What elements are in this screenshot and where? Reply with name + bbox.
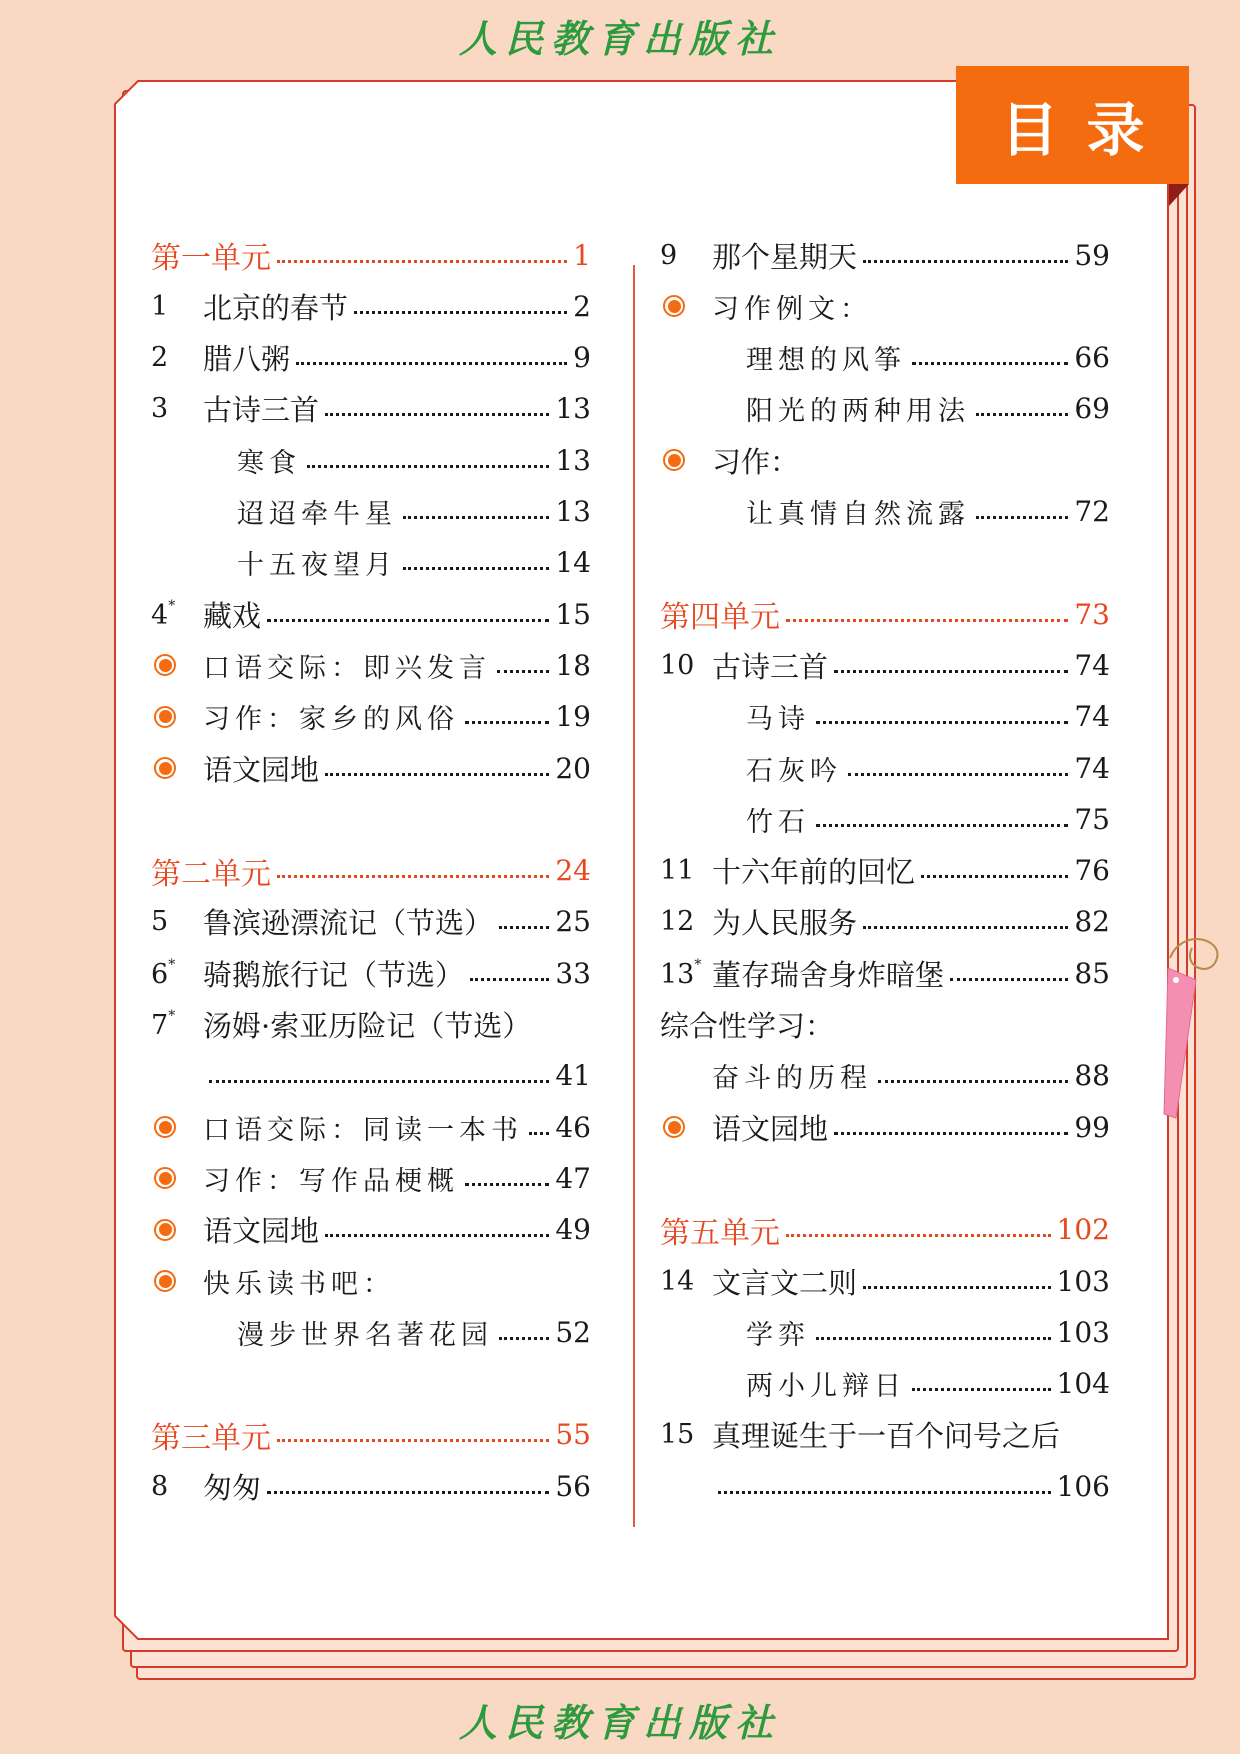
page-number: 66 [1074,341,1110,375]
leader-dots [465,1183,549,1186]
leader-dots [403,567,549,570]
entry-title: 第五单元 [660,1215,780,1251]
entry-title: 让真情自然流露 [746,499,970,530]
toc-entry [151,1256,591,1306]
toc-entry [151,1307,591,1357]
page-number: 76 [1074,854,1110,888]
entry-title: 综合性学习： [660,1009,835,1043]
bullet-circle-icon [154,1116,176,1138]
leader-dots [834,670,1068,673]
lesson-number: 13* [660,956,702,990]
publisher-footer: 人民教育出版社 [458,1700,781,1745]
page-number: 13 [555,392,591,426]
entry-title: 理想的风筝 [746,345,906,377]
leader-dots [976,516,1068,519]
toc-entry [660,1256,1110,1306]
page-number: 1 [573,238,591,272]
toc-entry [660,846,1110,896]
bullet-circle-icon [663,295,685,317]
page-number: 106 [1056,1469,1110,1503]
entry-title: 寒食 [237,447,301,479]
page-number: 99 [1074,1110,1110,1144]
page-number: 19 [555,700,591,734]
page-number: 24 [555,854,591,888]
leader-dots [354,311,567,314]
page-number: 15 [555,597,591,631]
entry-title: 习作：写作品梗概 [203,1165,459,1197]
leader-dots [912,1388,1051,1391]
leader-dots [912,362,1068,365]
toc-entry [151,487,591,537]
leader-dots [267,1491,549,1494]
page-number: 73 [1074,597,1110,631]
bullet-circle-icon [663,449,685,471]
entry-title: 阳光的两种用法 [746,396,970,428]
bullet-circle-icon [154,1167,176,1189]
entry-title: 口语交际：即兴发言 [203,652,491,684]
entry-title: 第一单元 [151,241,271,276]
toc-entry [151,435,591,485]
toc-entry [151,333,591,383]
entry-title: 汤姆·索亚历险记（节选） [203,1009,532,1043]
entry-title: 快乐读书吧： [203,1268,395,1300]
page-number: 82 [1074,905,1110,939]
page-number: 88 [1074,1059,1110,1093]
toc-entry [151,948,591,998]
section-bullet [660,1116,712,1138]
toc-entry [151,1461,591,1511]
tab-fold [1169,184,1189,206]
lesson-number: 1 [151,290,169,322]
page-number: 25 [555,905,591,939]
entry-title: 古诗三首 [712,649,829,684]
entry-title: 奋斗的历程 [712,1063,872,1095]
page-number: 47 [555,1161,591,1195]
entry-title: 为人民服务 [712,906,858,941]
page-number: 103 [1056,1264,1110,1298]
section-bullet [151,1116,203,1138]
toc-entry [660,1102,1110,1152]
lesson-number: 6* [151,956,176,990]
leader-dots [718,1491,1051,1494]
toc-entry [660,1307,1110,1357]
entry-title: 骑鹅旅行记（节选） [203,957,465,992]
toc-entry [151,384,591,434]
lesson-number: 5 [151,906,169,938]
leader-dots [816,1337,1051,1340]
page-number: 75 [1074,802,1110,836]
leader-dots [465,721,549,724]
page-number: 49 [555,1213,591,1247]
toc-entry [151,743,591,793]
leader-dots [325,413,549,416]
leader-dots [921,875,1068,878]
entry-title: 真理诞生于一百个问号之后 [712,1419,1061,1454]
toc-entry [151,538,591,588]
bullet-circle-icon [154,706,176,728]
leader-dots [863,926,1068,929]
entry-title: 那个星期天 [712,239,858,274]
toc-unit-heading [660,1205,1110,1255]
page-number: 103 [1056,1315,1110,1349]
leader-dots [209,1080,549,1083]
entry-title: 口语交际：同读一本书 [203,1114,523,1146]
lesson-number: 15 [660,1419,695,1451]
toc-title-tab: 目录 [956,66,1189,184]
page-number: 55 [555,1418,591,1452]
section-bullet [660,449,712,471]
lesson-number: 7* [151,1008,176,1041]
page-number: 102 [1056,1213,1110,1247]
page-number: 20 [555,751,591,785]
page-number: 2 [573,289,591,323]
entry-title: 学弈 [746,1319,810,1351]
section-bullet [151,1270,203,1292]
section-bullet [151,1219,203,1241]
page-number: 46 [555,1110,591,1144]
lesson-number: 14 [660,1265,695,1297]
leader-dots [878,1080,1068,1083]
lesson-number: 3 [151,393,169,425]
section-bullet [151,706,203,728]
leader-dots [976,413,1068,416]
page-number: 59 [1074,238,1110,272]
entry-title: 两小儿辩日 [746,1371,906,1403]
page-number: 74 [1074,648,1110,682]
page-number: 69 [1074,392,1110,426]
leader-dots [497,670,549,673]
toc-entry [151,589,591,639]
lesson-number: 8 [151,1470,169,1502]
toc-entry [151,640,591,690]
toc-entry [660,897,1110,947]
toc-entry [151,897,591,947]
leader-dots [403,516,549,519]
toc-entry [660,948,1110,998]
leader-dots [786,619,1068,622]
entry-title: 十五夜望月 [237,550,397,582]
leader-dots [470,978,549,981]
entry-title: 十六年前的回忆 [712,855,916,890]
page-number: 18 [555,648,591,682]
leader-dots [848,773,1068,776]
toc-unit-heading [151,1410,591,1460]
entry-title: 习作： [712,444,800,479]
page-number: 85 [1074,956,1110,990]
toc-entry [660,743,1110,793]
page-number: 33 [555,956,591,990]
entry-title: 竹石 [746,806,810,838]
toc-entry [660,1410,1110,1460]
leader-dots [834,1132,1068,1135]
toc-entry [660,692,1110,742]
toc-entry [151,1153,591,1203]
toc-entry [660,384,1110,434]
leader-dots [267,619,549,622]
page-number: 56 [555,1469,591,1503]
leader-dots [499,1337,549,1340]
bullet-circle-icon [663,1116,685,1138]
toc-entry [660,281,1110,331]
leader-dots [863,260,1068,263]
leader-dots [325,773,549,776]
toc-entry [151,692,591,742]
toc-entry [660,230,1110,280]
lesson-number: 4* [151,597,176,631]
toc-entry [151,281,591,331]
leader-dots [816,721,1068,724]
toc-unit-heading [151,846,591,896]
toc-entry [660,1359,1110,1409]
toc-entry [660,1461,1110,1511]
page-number: 74 [1074,751,1110,785]
leader-dots [786,1234,1051,1237]
section-bullet [151,654,203,676]
lesson-number: 10 [660,649,695,681]
toc-entry [151,1102,591,1152]
toc-entry [151,1000,591,1050]
lesson-number: 11 [660,855,695,887]
column-divider [633,265,635,1527]
page-number: 9 [573,341,591,375]
entry-title: 习作例文： [712,293,872,325]
leader-dots [325,1234,549,1237]
leader-dots [277,875,549,878]
entry-title: 匆匆 [203,1470,262,1505]
entry-title: 语文园地 [203,1214,320,1249]
entry-title: 漫步世界名著花园 [237,1319,493,1351]
lesson-number: 12 [660,906,695,938]
publisher-header: 人民教育出版社 [458,16,781,61]
entry-title: 北京的春节 [203,290,349,325]
page-number: 13 [555,495,591,528]
entry-title: 腊八粥 [203,342,291,377]
page-number: 52 [555,1315,591,1349]
leader-dots [499,926,549,929]
toc-entry [151,1051,591,1101]
leader-dots [296,362,567,365]
leader-dots [863,1286,1051,1289]
bullet-circle-icon [154,1219,176,1241]
bullet-circle-icon [154,757,176,779]
entry-title: 文言文二则 [712,1265,858,1300]
entry-title: 第三单元 [151,1420,271,1456]
section-bullet [151,757,203,779]
entry-title: 石灰吟 [746,755,842,787]
page-number: 72 [1074,495,1110,528]
lesson-number: 9 [660,239,678,271]
section-bullet [151,1167,203,1189]
leader-dots [816,824,1068,827]
page-number: 13 [555,443,591,477]
bullet-circle-icon [154,1270,176,1292]
section-bullet [660,295,712,317]
leader-dots [529,1132,549,1135]
toc-entry [660,794,1110,844]
entry-title: 第二单元 [151,856,271,892]
leader-dots [277,1439,549,1442]
entry-title: 迢迢牵牛星 [237,499,397,530]
entry-title: 藏戏 [203,598,262,633]
toc-entry [151,1205,591,1255]
bookmark-tag-icon [1162,928,1232,1128]
bullet-circle-icon [154,654,176,676]
entry-title: 鲁滨逊漂流记（节选） [203,906,494,941]
leader-dots [307,465,549,468]
lesson-number: 2 [151,342,169,374]
entry-title: 董存瑞舍身炸暗堡 [712,957,945,992]
entry-title: 古诗三首 [203,393,320,428]
entry-title: 马诗 [746,704,810,736]
page-number: 41 [555,1059,591,1093]
leader-dots [277,260,567,263]
entry-title: 第四单元 [660,600,780,636]
toc-unit-heading [660,589,1110,639]
toc-entry [660,435,1110,485]
page-number: 104 [1056,1367,1110,1401]
toc-entry [660,1051,1110,1101]
page-number: 14 [555,546,591,580]
leader-dots [950,978,1068,981]
entry-title: 语文园地 [203,752,320,787]
entry-title: 习作：家乡的风俗 [203,704,459,736]
toc-entry [660,640,1110,690]
toc-unit-heading [151,230,591,280]
entry-title: 语文园地 [712,1111,829,1146]
toc-entry [660,333,1110,383]
toc-entry [660,1000,1110,1050]
toc-entry [660,487,1110,537]
page-number: 74 [1074,700,1110,734]
